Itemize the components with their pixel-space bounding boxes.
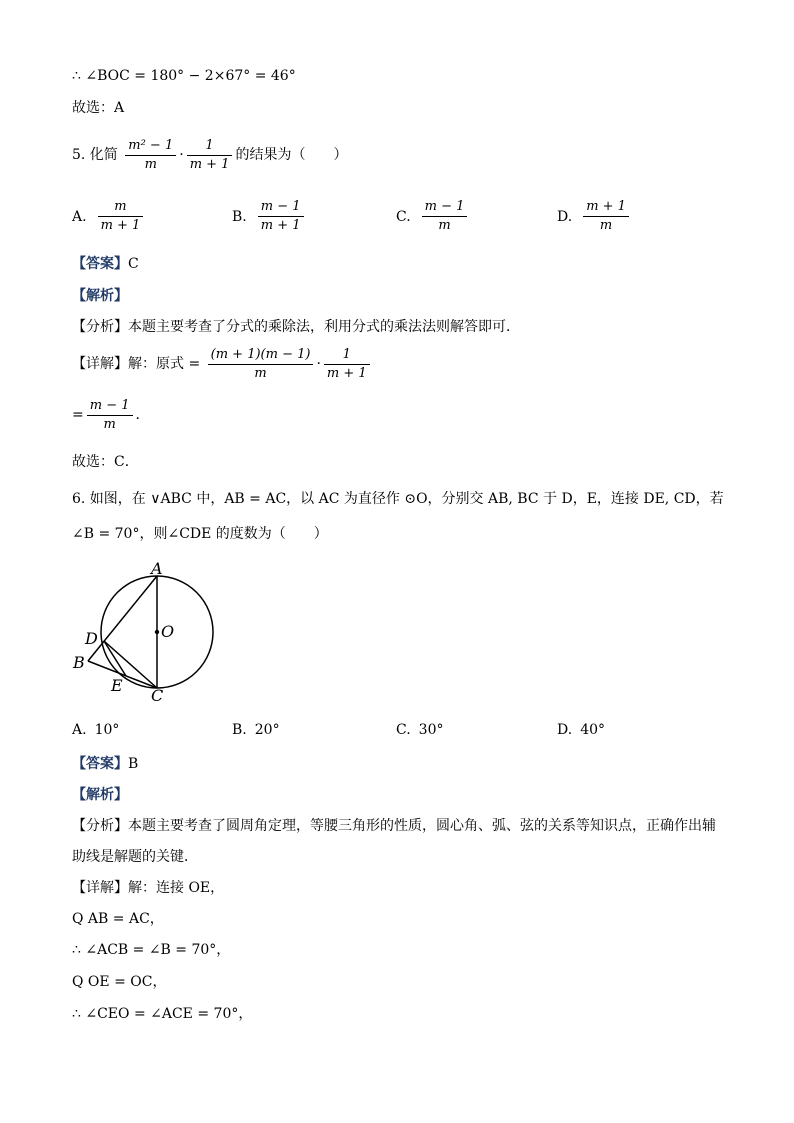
q5-option-d-label: D. (557, 208, 573, 225)
q6-option-d-value: 40° (580, 722, 606, 738)
q6-step-2: ∴ ∠ACB = ∠B = 70°， (72, 942, 231, 958)
q6-fenxi-text-1: 本题主要考查了圆周角定理，等腰三角形的性质，圆心角、弧、弦的关系等知识点，正确作出辅 (128, 818, 716, 834)
q6-option-a-value: 10° (94, 722, 120, 738)
q5-suffix: 的结果为（ ） (235, 147, 348, 163)
q5-result-eq: = (72, 407, 84, 423)
q6-step-4: ∴ ∠CEO = ∠ACE = 70°， (72, 1006, 253, 1022)
q5-detail-den: m (254, 365, 267, 381)
choose-line-prev: 故选：A (72, 100, 125, 116)
q5-detail-frac-2 (324, 346, 370, 383)
q5-option-a[interactable] (72, 198, 146, 235)
q5-fenxi (72, 317, 520, 337)
q6-option-a-label: A. (72, 722, 87, 738)
q5-fraction-2 (187, 137, 233, 174)
label-b: B (73, 653, 85, 672)
q5-result (72, 396, 150, 434)
q5-analysis-tag: 【解析】 (72, 288, 128, 304)
q6-stem-line2: ∠B = 70°，则∠CDE 的度数为（ ） (72, 526, 328, 542)
q5-option-c-den: m (438, 218, 451, 233)
q5-option-b-frac (258, 198, 304, 235)
q5-fenxi-tag: 【分析】 (72, 319, 128, 335)
q5-result-end: ． (135, 407, 150, 423)
q5-detail-frac2-den: m + 1 (326, 365, 367, 381)
q6-option-c-label: C. (396, 722, 411, 738)
q5-dot: · (179, 147, 184, 163)
q6-detail-text: 解：连接 OE， (128, 880, 225, 896)
q5-fraction-1 (125, 137, 176, 174)
q5-option-a-label: A. (72, 208, 87, 225)
q6-option-b-value: 20° (254, 722, 280, 738)
q5-detail (72, 345, 373, 383)
label-d: D (85, 629, 98, 648)
q6-detail (72, 878, 224, 898)
q5-fenxi-text: 本题主要考查了分式的乘除法，利用分式的乘法法则解答即可． (128, 319, 520, 335)
q5-answer-value: C (128, 256, 139, 272)
label-a: A (151, 559, 163, 578)
q5-option-a-den: m + 1 (100, 218, 141, 233)
q5-option-a-num: m (98, 198, 144, 217)
q5-option-a-frac (98, 198, 144, 235)
q5-detail-tag: 【详解】 (72, 356, 128, 372)
q5-frac2-den: m + 1 (189, 156, 230, 172)
q6-option-b[interactable] (232, 722, 280, 738)
q6-stem-line1: 6. 如图，在 ∨ABC 中，AB = AC，以 AC 为直径作 ⊙O，分别交 AB, BC 于 D，E，连接 DE, CD，若 (72, 491, 724, 507)
q6-geometry-figure (60, 555, 230, 715)
label-c: C (151, 686, 164, 705)
q5-choose: 故选：C． (72, 454, 139, 470)
q6-analysis-tag: 【解析】 (72, 787, 128, 803)
q6-option-a[interactable] (72, 722, 119, 738)
q5-frac2-num: 1 (187, 137, 233, 156)
q5-option-b-num: m − 1 (258, 198, 304, 217)
q6-answer-tag: 【答案】 (72, 756, 128, 772)
center-point-o (155, 630, 159, 634)
q5-option-b-label: B. (232, 208, 247, 225)
q5-option-d[interactable] (557, 198, 632, 235)
q6-fenxi-tag: 【分析】 (72, 818, 128, 834)
q6-option-c-value: 30° (418, 722, 444, 738)
q5-result-frac (87, 397, 133, 434)
q5-option-c-frac (422, 198, 468, 235)
q6-answer-value: B (128, 756, 139, 772)
q5-detail-frac2-num: 1 (324, 346, 370, 365)
q5-option-d-num: m + 1 (583, 198, 629, 217)
q5-option-d-frac (583, 198, 629, 235)
q5-frac1-num: m² − 1 (125, 137, 176, 156)
q5-option-c[interactable] (396, 198, 470, 235)
q5-detail-frac (208, 346, 314, 383)
q6-step-1: Q AB = AC， (72, 911, 164, 927)
question-5 (72, 136, 347, 174)
q6-answer (72, 754, 138, 774)
q5-result-den: m (103, 416, 116, 432)
q6-fenxi (72, 816, 716, 836)
label-o: O (161, 622, 175, 641)
q5-option-c-label: C. (396, 208, 411, 225)
q5-option-b[interactable] (232, 198, 307, 235)
q5-result-num: m − 1 (87, 397, 133, 416)
q5-detail-dot: · (316, 356, 321, 372)
q5-detail-num: (m + 1)(m − 1) (208, 346, 314, 365)
solution-line-boc: ∴ ∠BOC = 180° − 2×67° = 46° (72, 68, 296, 84)
q5-option-c-num: m − 1 (422, 198, 468, 217)
q6-fenxi-line2: 助线是解题的关键． (72, 849, 198, 865)
q6-option-d-label: D. (557, 722, 573, 738)
q6-step-3: Q OE = OC， (72, 974, 167, 990)
q6-option-d[interactable] (557, 722, 605, 738)
q5-answer-tag: 【答案】 (72, 256, 128, 272)
q5-answer (72, 254, 139, 274)
q6-analysis-heading (72, 785, 128, 805)
q6-option-b-label: B. (232, 722, 247, 738)
q5-prefix: 5. 化简 (72, 147, 118, 163)
q5-analysis-heading (72, 286, 128, 306)
q6-option-c[interactable] (396, 722, 444, 738)
q5-detail-prefix: 解：原式 = (128, 356, 201, 372)
q5-option-d-den: m (599, 218, 613, 233)
label-e: E (111, 676, 123, 695)
q5-frac1-den: m (144, 156, 157, 172)
q6-detail-tag: 【详解】 (72, 880, 128, 896)
q5-option-b-den: m + 1 (260, 218, 301, 233)
